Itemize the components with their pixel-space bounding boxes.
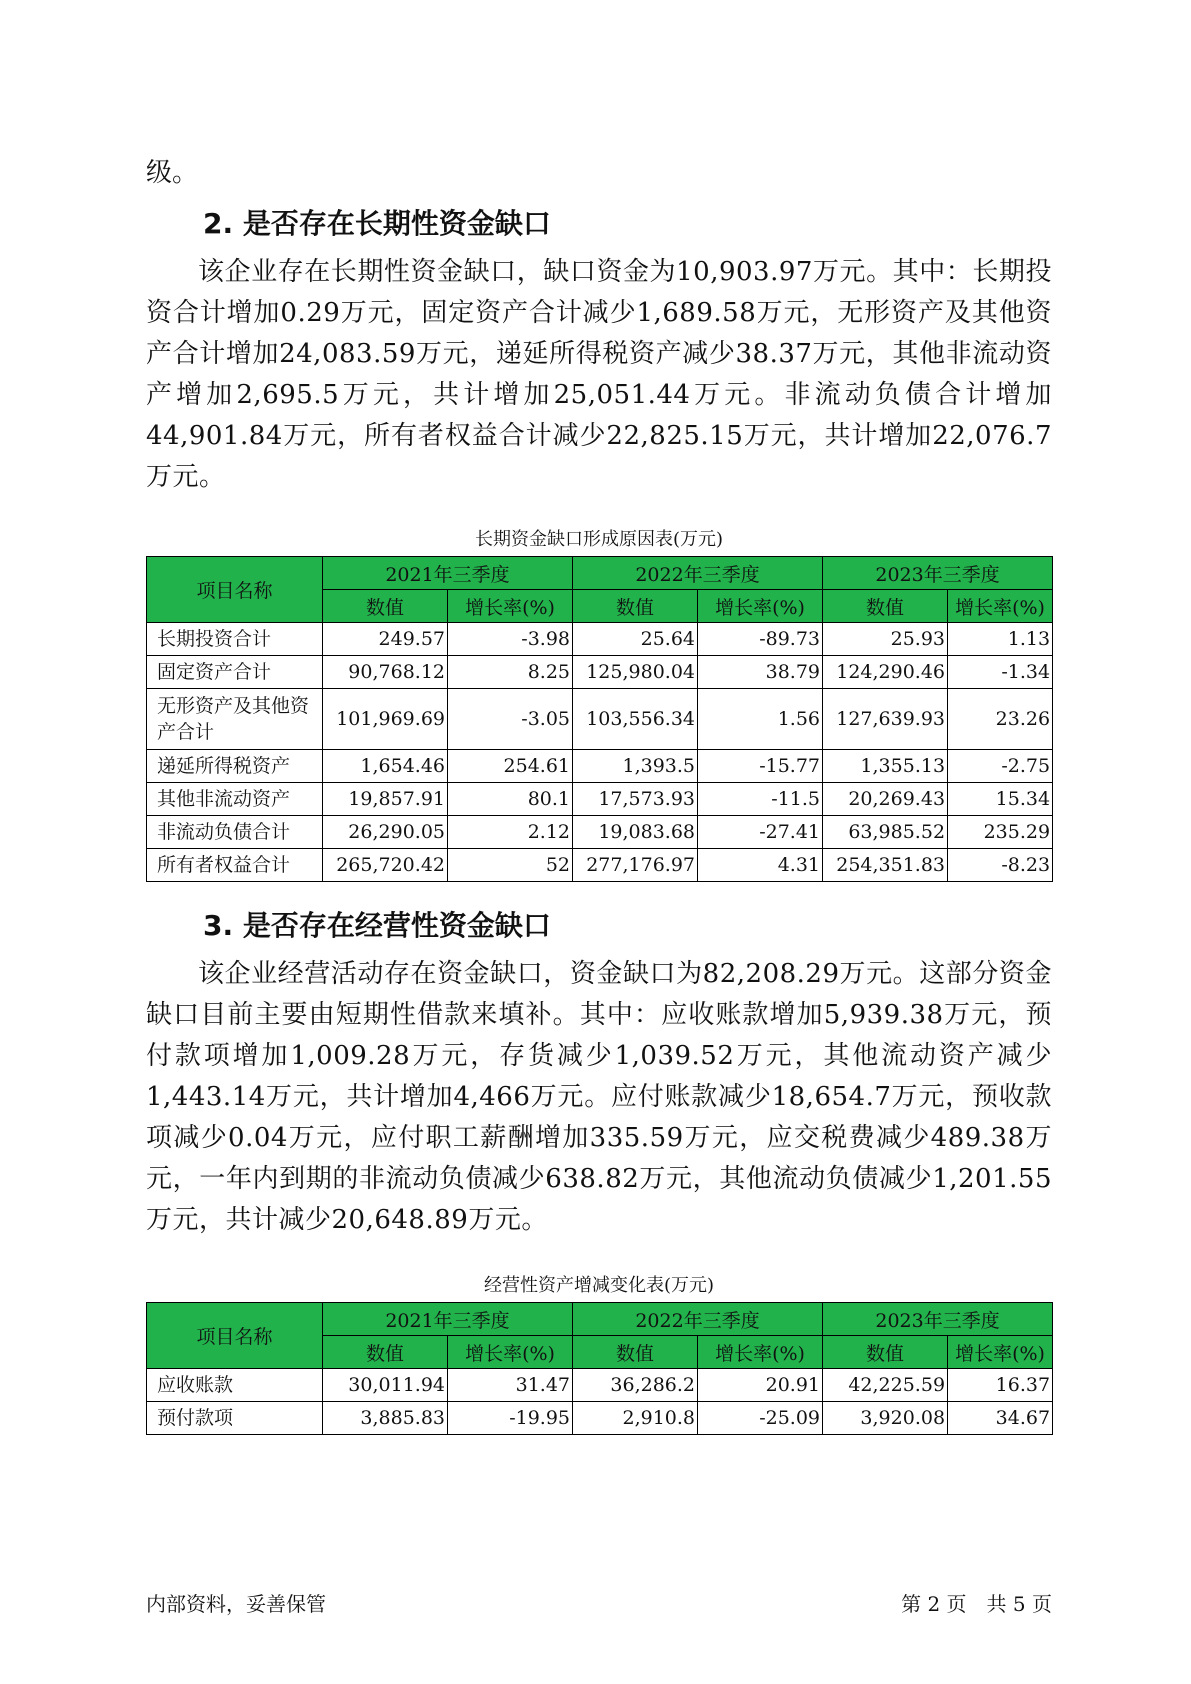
header-period: 2022年三季度 [573, 1303, 823, 1336]
header-period: 2021年三季度 [323, 557, 573, 590]
table-row [147, 750, 1053, 783]
growth-cell: 4.31 [698, 849, 823, 882]
growth-cell: 15.34 [948, 783, 1053, 816]
section2-paragraph: 该企业存在长期性资金缺口，缺口资金为10,903.97万元。其中：长期投资合计增加0.29万元，固定资产合计减少1,689.58万元，无形资产及其他资产合计增加24,083.59万元，递延所得税资产减少38.37万元，其他非流动资产增加2,695.5万元，共计增加25,051.44万元。非流动负债合计增加44,901.84万元，所有者权益合计减少22,825.15万元，共计增加22,076.7万元。 [146, 257, 1052, 492]
table-row [147, 656, 1053, 689]
row-label: 其他非流动资产 [147, 783, 323, 816]
value-cell: 63,985.52 [823, 816, 948, 849]
value-cell: 90,768.12 [323, 656, 448, 689]
section3-heading: 3. 是否存在经营性资金缺口 [203, 909, 551, 942]
row-label: 无形资产及其他资产合计 [147, 689, 323, 750]
value-cell: 101,969.69 [323, 689, 448, 750]
growth-cell: 31.47 [448, 1369, 573, 1402]
value-cell: 249.57 [323, 623, 448, 656]
value-cell: 254,351.83 [823, 849, 948, 882]
growth-cell: -11.5 [698, 783, 823, 816]
growth-cell: 8.25 [448, 656, 573, 689]
table-row [147, 623, 1053, 656]
growth-cell: 38.79 [698, 656, 823, 689]
value-cell: 17,573.93 [573, 783, 698, 816]
header-growth: 增长率(%) [948, 1336, 1053, 1369]
growth-cell: -15.77 [698, 750, 823, 783]
growth-cell: 20.91 [698, 1369, 823, 1402]
table1-caption: 长期资金缺口形成原因表(万元) [474, 529, 724, 550]
header-period: 2022年三季度 [573, 557, 823, 590]
table-row [147, 689, 1053, 750]
header-period: 2023年三季度 [823, 557, 1053, 590]
value-cell: 127,639.93 [823, 689, 948, 750]
header-growth: 增长率(%) [448, 1336, 573, 1369]
growth-cell: -2.75 [948, 750, 1053, 783]
table-row [147, 816, 1053, 849]
value-cell: 36,286.2 [573, 1369, 698, 1402]
growth-cell: 235.29 [948, 816, 1053, 849]
section2-heading: 2. 是否存在长期性资金缺口 [203, 207, 551, 240]
header-growth: 增长率(%) [948, 590, 1053, 623]
growth-cell: -3.05 [448, 689, 573, 750]
row-label: 递延所得税资产 [147, 750, 323, 783]
table-row [147, 849, 1053, 882]
growth-cell: -19.95 [448, 1402, 573, 1435]
value-cell: 19,857.91 [323, 783, 448, 816]
value-cell: 265,720.42 [323, 849, 448, 882]
value-cell: 25.93 [823, 623, 948, 656]
table2-caption: 经营性资产增减变化表(万元) [483, 1275, 715, 1296]
growth-cell: 23.26 [948, 689, 1053, 750]
header-growth: 增长率(%) [448, 590, 573, 623]
intro-tail-text: 级。 [146, 158, 199, 188]
growth-cell: -3.98 [448, 623, 573, 656]
header-value: 数值 [323, 590, 448, 623]
value-cell: 125,980.04 [573, 656, 698, 689]
header-growth: 增长率(%) [698, 1336, 823, 1369]
table-row [147, 1402, 1053, 1435]
value-cell: 30,011.94 [323, 1369, 448, 1402]
header-value: 数值 [573, 590, 698, 623]
header-item-name: 项目名称 [147, 1303, 323, 1369]
header-period: 2021年三季度 [323, 1303, 573, 1336]
row-label: 所有者权益合计 [147, 849, 323, 882]
section3-paragraph: 该企业经营活动存在资金缺口，资金缺口为82,208.29万元。这部分资金缺口目前主要由短期性借款来填补。其中：应收账款增加5,939.38万元，预付款项增加1,009.28万元，存货减少1,039.52万元，其他流动资产减少1,443.14万元，共计增加4,466万元。应付账款减少18,654.7万元，预收款项减少0.04万元，应付职工薪酬增加335.59万元，应交税费减少489.38万元，一年内到期的非流动负债减少638.82万元，其他流动负债减少1,201.55万元，共计减少20,648.89万元。 [146, 959, 1052, 1235]
footer-confidential-note: 内部资料，妥善保管 [146, 1592, 326, 1616]
table-row [147, 783, 1053, 816]
value-cell: 277,176.97 [573, 849, 698, 882]
value-cell: 20,269.43 [823, 783, 948, 816]
value-cell: 124,290.46 [823, 656, 948, 689]
row-label: 预付款项 [147, 1402, 323, 1435]
value-cell: 42,225.59 [823, 1369, 948, 1402]
header-period: 2023年三季度 [823, 1303, 1053, 1336]
header-item-name: 项目名称 [147, 557, 323, 623]
value-cell: 3,885.83 [323, 1402, 448, 1435]
value-cell: 1,355.13 [823, 750, 948, 783]
growth-cell: -89.73 [698, 623, 823, 656]
growth-cell: 52 [448, 849, 573, 882]
value-cell: 19,083.68 [573, 816, 698, 849]
value-cell: 2,910.8 [573, 1402, 698, 1435]
footer-page-number: 第 2 页 共 5 页 [901, 1592, 1052, 1616]
value-cell: 26,290.05 [323, 816, 448, 849]
growth-cell: 16.37 [948, 1369, 1053, 1402]
value-cell: 1,654.46 [323, 750, 448, 783]
growth-cell: 1.13 [948, 623, 1053, 656]
header-value: 数值 [573, 1336, 698, 1369]
row-label: 长期投资合计 [147, 623, 323, 656]
header-value: 数值 [323, 1336, 448, 1369]
value-cell: 25.64 [573, 623, 698, 656]
row-label: 应收账款 [147, 1369, 323, 1402]
value-cell: 1,393.5 [573, 750, 698, 783]
growth-cell: 254.61 [448, 750, 573, 783]
header-growth: 增长率(%) [698, 590, 823, 623]
row-label: 固定资产合计 [147, 656, 323, 689]
table-row [147, 1369, 1053, 1402]
growth-cell: -27.41 [698, 816, 823, 849]
header-value: 数值 [823, 1336, 948, 1369]
growth-cell: 80.1 [448, 783, 573, 816]
growth-cell: -1.34 [948, 656, 1053, 689]
growth-cell: -8.23 [948, 849, 1053, 882]
growth-cell: 34.67 [948, 1402, 1053, 1435]
operating-assets-table [146, 1302, 1053, 1435]
growth-cell: 2.12 [448, 816, 573, 849]
row-label: 非流动负债合计 [147, 816, 323, 849]
long-term-gap-table [146, 556, 1053, 882]
header-value: 数值 [823, 590, 948, 623]
value-cell: 3,920.08 [823, 1402, 948, 1435]
growth-cell: 1.56 [698, 689, 823, 750]
growth-cell: -25.09 [698, 1402, 823, 1435]
value-cell: 103,556.34 [573, 689, 698, 750]
